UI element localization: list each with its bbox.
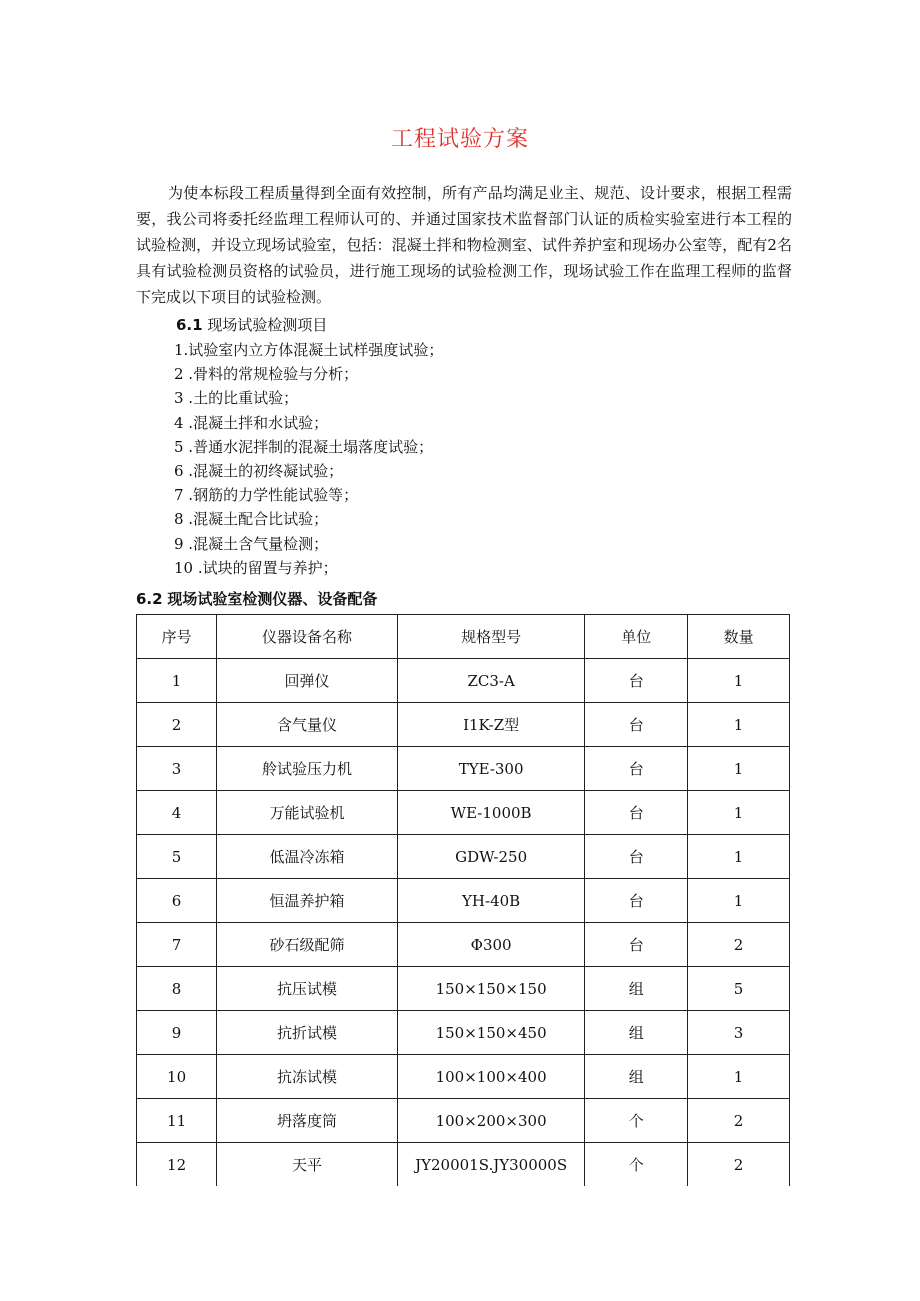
table-cell: WE-1000B [397,791,585,835]
list-item: 5 .普通水泥拌制的混凝土塌落度试验； [174,437,434,456]
table-cell: 2 [688,1099,790,1143]
table-cell: ZC3-A [397,659,585,703]
header-cell-unit: 单位 [585,615,688,659]
section-title: 现场试验检测项目 [207,316,328,334]
table-cell: 含气量仪 [217,703,398,747]
table-cell: 抗折试模 [217,1011,398,1055]
header-cell-index: 序号 [137,615,217,659]
table-cell: 1 [688,835,790,879]
table-cell: 台 [585,747,688,791]
table-cell: 5 [688,967,790,1011]
list-item: 6 .混凝土的初终凝试验； [174,461,344,480]
header-cell-name: 仪器设备名称 [217,615,398,659]
section-number: 6.1 [176,316,203,334]
list-item: 1.试验室内立方体混凝土试样强度试验； [174,341,444,359]
list-item: 7 .钢筋的力学性能试验等； [174,486,359,505]
document-title: 工程试验方案 [390,127,529,152]
table-cell: 回弹仪 [217,659,398,703]
table-cell: 台 [585,703,688,747]
table-row [137,879,790,923]
table-cell: 台 [585,923,688,967]
table-cell: 台 [585,835,688,879]
table-cell: 抗冻试模 [217,1055,398,1099]
list-item: 8 .混凝土配合比试验； [174,510,329,529]
list-item: 2 .骨料的常规检验与分析； [174,365,359,384]
table-cell: 组 [585,1055,688,1099]
table-cell: 9 [137,1011,217,1055]
table-row [137,1011,790,1055]
table-row [137,967,790,1011]
table-cell: 11 [137,1099,217,1143]
table-cell: 1 [688,659,790,703]
table-cell: 1 [688,747,790,791]
intro-paragraph: 为使本标段工程质量得到全面有效控制，所有产品均满足业主、规范、设计要求，根据工程需要，我公司将委托经监理工程师认可的、并通过国家技术监督部门认证的质检实验室进行本工程的试验检测，并设立现场试验室，包括：混凝土拌和物检测室、试件养护室和现场办公室等，配有2名具有试验检测员资格的试验员，进行施工现场的试验检测工作，现场试验工作在监理工程师的监督下完成以下项目的试验检测。 [136,184,792,306]
table-cell: 7 [137,923,217,967]
table-cell: 低温冷冻箱 [217,835,398,879]
table-cell: YH-40B [397,879,585,923]
table-cell: 抗压试模 [217,967,398,1011]
table-cell: 3 [688,1011,790,1055]
table-cell: 万能试验机 [217,791,398,835]
table-cell: 150×150×450 [397,1011,585,1055]
table-cell: 6 [137,879,217,923]
list-item: 4 .混凝土拌和水试验； [174,413,329,432]
table-row [137,1055,790,1099]
table-cell: TYE-300 [397,747,585,791]
table-row [137,747,790,791]
table-row [137,923,790,967]
table-cell: 2 [137,703,217,747]
table-row [137,659,790,703]
table-cell: 天平 [217,1143,398,1187]
section-6-1-heading [176,313,327,337]
table-row [137,791,790,835]
table-cell: 8 [137,967,217,1011]
section-title: 现场试验室检测仪器、设备配备 [167,590,378,608]
table-cell: 1 [688,703,790,747]
table-header-row [137,615,790,659]
table-cell: I1K-Z型 [397,703,585,747]
table-cell: 组 [585,967,688,1011]
table-cell: 1 [688,1055,790,1099]
table-row [137,703,790,747]
table-cell: 3 [137,747,217,791]
list-item: 10 .试块的留置与养护； [174,558,338,577]
table-cell: 2 [688,923,790,967]
table-cell: 台 [585,879,688,923]
table-row [137,1099,790,1143]
table-cell: 砂石级配筛 [217,923,398,967]
table-cell: 组 [585,1011,688,1055]
table-cell: 台 [585,659,688,703]
table-cell: 100×200×300 [397,1099,585,1143]
section-6-2-heading [136,587,377,611]
table-cell: 100×100×400 [397,1055,585,1099]
table-cell: 4 [137,791,217,835]
table-cell: 舲试验压力机 [217,747,398,791]
table-cell: 1 [137,659,217,703]
header-cell-quantity: 数量 [688,615,790,659]
table-cell: 1 [688,879,790,923]
table-row [137,1143,790,1187]
table-cell: 1 [688,791,790,835]
table-cell: 个 [585,1099,688,1143]
test-item-list [174,338,443,580]
list-item: 3 .土的比重试验； [174,389,299,408]
table-cell: 5 [137,835,217,879]
header-cell-model: 规格型号 [397,615,585,659]
table-cell: 10 [137,1055,217,1099]
table-row [137,835,790,879]
table-cell: Φ300 [397,923,585,967]
table-cell: 恒温养护箱 [217,879,398,923]
table-cell: 个 [585,1143,688,1187]
list-item: 9 .混凝土含气量检测； [174,534,329,553]
table-cell: 2 [688,1143,790,1187]
section-number: 6.2 [136,590,163,608]
table-cell: 台 [585,791,688,835]
table-cell: 坍落度筒 [217,1099,398,1143]
equipment-table [136,614,790,1186]
table-cell: 150×150×150 [397,967,585,1011]
table-cell: JY20001S.JY30000S [397,1143,585,1187]
table-cell: GDW-250 [397,835,585,879]
table-cell: 12 [137,1143,217,1187]
